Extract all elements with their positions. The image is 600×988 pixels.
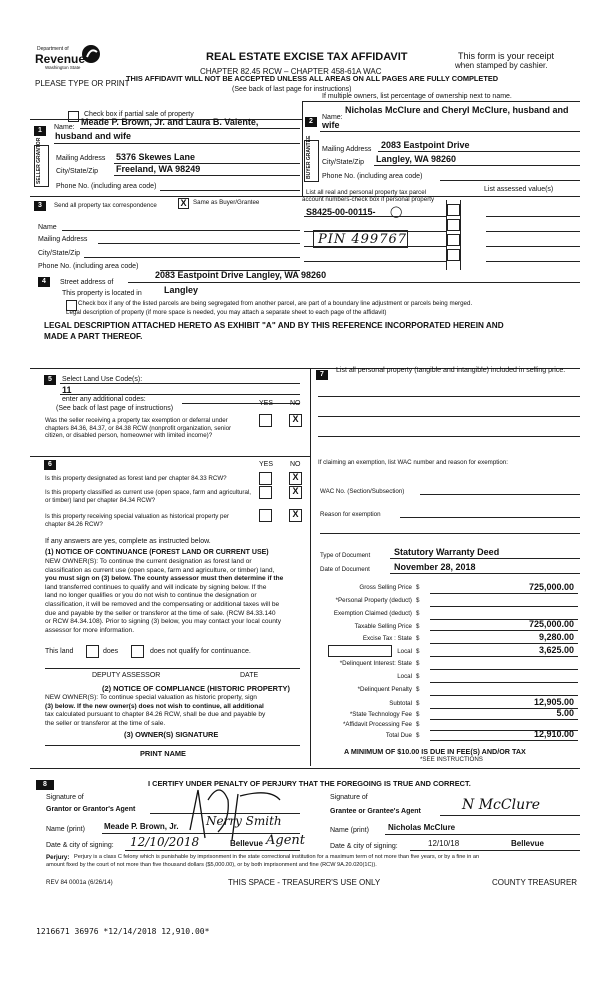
local-dollar: $ — [416, 648, 420, 655]
agency-line3: Washington State — [45, 65, 81, 70]
located-label: This property is located in — [62, 290, 142, 297]
partial-sale-label: Check box if partial sale of property — [84, 111, 194, 118]
total-value[interactable]: 12,910.00 — [533, 729, 574, 739]
section-number-1: 1 — [34, 126, 46, 136]
additional-codes-label: enter any additional codes: — [62, 396, 146, 403]
subtotal-label: Subtotal — [389, 700, 412, 707]
current-use-question: Is this property classified as current use (open space, farm and agricultural, or timber) land per chapter 84.34 RCW? — [45, 489, 252, 504]
current-use-no-checkbox[interactable]: X — [289, 486, 302, 499]
excise-state-label: Excise Tax : State — [362, 635, 412, 642]
does-not-checkbox[interactable] — [131, 645, 144, 658]
see-instructions-note: *SEE INSTRUCTIONS — [420, 756, 483, 763]
s6-no-header: NO — [290, 461, 301, 468]
exemption-claim-label: If claiming an exemption, list WAC number and reason for exemption: — [318, 459, 508, 466]
seller-name-label: Name: — [54, 124, 75, 131]
local2-label: Local — [397, 673, 412, 680]
land-use-label: Select Land Use Code(s): — [62, 376, 143, 383]
grantor-signature-label: Signature of — [46, 794, 84, 801]
same-as-buyer-label: Same as Buyer/Grantee — [193, 199, 260, 206]
local-value[interactable]: 3,625.00 — [538, 645, 574, 655]
doc-date[interactable]: November 28, 2018 — [394, 562, 476, 572]
parcel-1[interactable]: S8425-00-00115- — [306, 207, 376, 217]
partial-sale-checkbox[interactable] — [68, 111, 79, 122]
delinquent-interest-label: *Delinquent Interest: State — [339, 660, 412, 667]
grantee-date-label: Date & city of signing: — [330, 843, 398, 850]
grantor-agent-label: Grantor or Grantor's Agent — [46, 806, 136, 813]
land-use-see-back: (See back of last page of instructions) — [56, 405, 174, 412]
grantor-agent-note: Agent — [266, 833, 305, 848]
street-label: Street address of — [60, 279, 114, 286]
same-as-buyer-checkbox[interactable]: X — [178, 198, 189, 209]
buyer-mailing[interactable]: 2083 Eastpoint Drive — [381, 140, 470, 150]
buyer-name-line2[interactable]: wife — [322, 120, 340, 130]
grantor-name-label: Name (print) — [46, 826, 85, 833]
notice1-line: classification as current use (open space, farm and agriculture, or timber) land, — [45, 566, 275, 574]
seller-city[interactable]: Freeland, WA 98249 — [116, 164, 201, 174]
doc-type-label: Type of Document — [320, 552, 371, 559]
grantor-agent-signature: Nerry Smith — [206, 814, 282, 828]
historic-question: Is this property receiving special valuation as historical property per chapter 84.26 RCW? — [45, 513, 229, 528]
print-name-label: PRINT NAME — [140, 749, 186, 758]
perjury-text-2: amount fixed by the court of not more than five thousand dollars ($5,000.00), or by both imprisonment and fine (RCW 9A.20.020(1C)). — [46, 862, 377, 868]
forest-question: Is this property designated as forest land per chapter 84.33 RCW? — [45, 475, 227, 482]
county-treasurer: COUNTY TREASURER — [492, 878, 578, 887]
section-number-5: 5 — [44, 375, 56, 385]
delinquent-interest-dollar: $ — [416, 660, 420, 667]
parcel-personal-checkbox-3[interactable] — [447, 234, 460, 246]
notice1-title: (1) NOTICE OF CONTINUANCE (FOREST LAND OR CURRENT USE) — [45, 549, 269, 556]
grantee-city[interactable]: Bellevue — [511, 839, 544, 848]
notice1-line: due and payable by the seller or transferor at the time of sale. (RCW 84.33.140 — [45, 609, 276, 617]
parcels-label-1: List all real and personal property tax parcel — [306, 189, 427, 196]
delinquent-penalty-dollar: $ — [416, 686, 420, 693]
legal-desc-label: Legal description of property (if more space is needed, you may attach a separate sheet to each page of the affidavit) — [66, 309, 387, 316]
located-value[interactable]: Langley — [164, 285, 199, 295]
multiple-owners-note: If multiple owners, list percentage of ownership next to name. — [322, 93, 512, 100]
corr-city-label: City/State/Zip — [38, 250, 81, 257]
exemption-question: Was the seller receiving a property tax exemption or deferral under chapters 84.36, 84.37, or 84.38 RCW (nonprofit organization, senior citizen, or disabled person, homeowner with limited income)? — [45, 417, 232, 440]
please-type: PLEASE TYPE OR PRINT — [35, 79, 130, 88]
notice2-line: NEW OWNER(S): To continue special valuation as historic property, sign — [45, 694, 257, 701]
seller-side-label-box — [34, 137, 49, 187]
parcels-label-2: account numbers-check box if personal property — [302, 196, 435, 203]
buyer-side-label: BUYER GRANTEE — [306, 135, 312, 179]
doc-date-label: Date of Document — [320, 566, 370, 573]
receipt-note-2: when stamped by cashier. — [455, 61, 548, 70]
total-label: Total Due — [385, 732, 412, 739]
delinquent-penalty-label: *Delinquent Penalty — [357, 686, 412, 693]
perjury-text-1: Perjury is a class C felony which is punishable by imprisonment in the state correctional institution for a maximum term of not more than five years, or by a fine in an — [74, 854, 480, 860]
buyer-mailing-label: Mailing Address — [322, 146, 372, 153]
notice1-line: or RCW 84.34.108). Prior to signing (3) below, you may contact your local county — [45, 618, 282, 626]
personal-dollar: $ — [416, 597, 420, 604]
notice2-line: the seller or transferor at the time of sale. — [45, 719, 166, 727]
agency-name: Revenue — [35, 52, 86, 66]
parcel-1-handwritten-mark: ◯ — [390, 205, 403, 218]
reason-label: Reason for exemption — [320, 511, 381, 518]
does-not-label: does not qualify for continuance. — [150, 648, 251, 655]
assessed-label: List assessed value(s) — [484, 186, 554, 193]
seller-side-label: SELLER GRANTOR — [36, 137, 42, 184]
notice1-line: NEW OWNER(S): To continue the current designation as forest land or — [45, 558, 252, 565]
tech-fee-label: *State Technology Fee — [349, 711, 412, 718]
segregated-label: Check box if any of the listed parcels are being segregated from another parcel, are part of a boundary line adjustment or parcels being merged. — [78, 300, 473, 307]
seller-mailing-label: Mailing Address — [56, 155, 106, 162]
seller-mailing[interactable]: 5376 Skewes Lane — [116, 152, 196, 162]
personal-property-deduct-label: *Personal Property (deduct) — [335, 597, 412, 604]
s5-no-header: NO — [290, 400, 301, 407]
grantee-name-label: Name (print) — [330, 827, 369, 834]
taxable-value[interactable]: 725,000.00 — [528, 619, 574, 629]
affidavit-fee-dollar: $ — [416, 721, 420, 728]
grantee-signature: N McClure — [462, 797, 541, 813]
seller-phone-label: Phone No. (including area code) — [56, 183, 157, 190]
correspondence-label: Send all property tax correspondence — [54, 202, 157, 209]
notice2-line: tax calculated pursuant to chapter 84.26 RCW, shall be due and payable by — [45, 711, 266, 719]
s5-yes-header: YES — [259, 400, 274, 407]
does-label: does — [103, 648, 119, 655]
notice2-title: (2) NOTICE OF COMPLIANCE (HISTORIC PROPERTY) — [102, 684, 290, 693]
subtotal-dollar: $ — [416, 700, 420, 707]
grantor-name[interactable]: Meade P. Brown, Jr. — [104, 822, 179, 831]
total-dollar: $ — [416, 732, 420, 739]
buyer-name-label: Name: — [322, 114, 343, 121]
buyer-side-label-box — [304, 135, 319, 182]
street-address[interactable]: 2083 Eastpoint Drive Langley, WA 98260 — [155, 270, 327, 280]
receipt-stamp: 1216671 36976 *12/14/2018 12,910.00* — [36, 927, 210, 936]
form-revision: REV 84 0001a (6/26/14) — [46, 879, 113, 886]
deputy-assessor-label: DEPUTY ASSESSOR — [92, 672, 161, 679]
see-back-note: (See back of last page for instructions) — [232, 86, 352, 93]
if-yes-note: If any answers are yes, complete as instructed below. — [45, 538, 211, 545]
notice2-line: (3) below. If the new owner(s) does not wish to continue, all additional — [45, 702, 264, 710]
grantor-date-label: Date & city of signing: — [46, 842, 114, 849]
section-number-4: 4 — [38, 277, 50, 287]
agency-line1: Department of — [37, 46, 69, 52]
corr-name-label: Name — [38, 224, 57, 231]
notice1-line: assessor for more information. — [45, 626, 135, 634]
parcel-personal-checkbox-1[interactable] — [447, 204, 460, 216]
buyer-city[interactable]: Langley, WA 98260 — [376, 154, 457, 164]
treasurer-only: THIS SPACE - TREASURER'S USE ONLY — [228, 878, 381, 887]
current-use-yes-checkbox[interactable] — [259, 486, 272, 499]
notice1-line: land transferred continues to qualify and will indicate by signing below. If the — [45, 583, 267, 591]
taxable-dollar: $ — [416, 623, 420, 630]
notice1-line: classification, it will be removed and the compensating or additional taxes will be — [45, 600, 280, 608]
s6-yes-header: YES — [259, 461, 274, 468]
seller-name-line2[interactable]: husband and wife — [55, 131, 132, 141]
chapter-ref: CHAPTER 82.45 RCW – CHAPTER 458-61A WAC — [200, 67, 382, 76]
this-land-label: This land — [45, 648, 74, 655]
section-number-7: 7 — [316, 370, 328, 380]
subtotal-value[interactable]: 12,905.00 — [533, 697, 574, 707]
certify-statement: I CERTIFY UNDER PENALTY OF PERJURY THAT THE FOREGOING IS TRUE AND CORRECT. — [148, 779, 471, 788]
buyer-phone-label: Phone No. (including area code) — [322, 173, 423, 180]
historic-yes-checkbox[interactable] — [259, 509, 272, 522]
notice1-line: you must sign on (3) below. The county assessor must then determine if the — [45, 575, 284, 583]
buyer-city-label: City/State/Zip — [322, 159, 365, 166]
land-use-code[interactable]: 11 — [62, 385, 72, 395]
gross-dollar: $ — [416, 584, 420, 591]
section-number-6: 6 — [44, 460, 56, 470]
perjury-label: Perjury: — [46, 854, 70, 861]
grantor-date[interactable]: 12/10/2018 — [130, 835, 200, 849]
warning-text: THIS AFFIDAVIT WILL NOT BE ACCEPTED UNLESS ALL AREAS ON ALL PAGES ARE FULLY COMPLETED — [126, 74, 499, 83]
affidavit-fee-label: *Affidavit Processing Fee — [342, 721, 412, 728]
grantor-city[interactable]: Bellevue — [230, 839, 263, 848]
exemption-claimed-dollar: $ — [416, 610, 420, 617]
owner-signature-label: (3) OWNER(S) SIGNATURE — [124, 730, 219, 739]
section-number-8: 8 — [36, 780, 54, 790]
deputy-date-label: DATE — [240, 672, 259, 679]
parcel-personal-checkbox-4[interactable] — [447, 249, 460, 261]
corr-mailing-label: Mailing Address — [38, 236, 88, 243]
page-title: REAL ESTATE EXCISE TAX AFFIDAVIT — [206, 51, 408, 63]
exemption-no-checkbox[interactable]: X — [289, 414, 302, 427]
gross-value[interactable]: 725,000.00 — [528, 582, 574, 592]
historic-no-checkbox[interactable]: X — [289, 509, 302, 522]
section-number-3: 3 — [34, 201, 46, 211]
revenue-logo — [35, 44, 105, 76]
grantee-agent-label: Grantee or Grantee's Agent — [330, 808, 421, 815]
exemption-yes-checkbox[interactable] — [259, 414, 272, 427]
parcel-personal-checkbox-2[interactable] — [447, 219, 460, 231]
legal-attached-2[interactable]: MADE A PART THEREOF. — [44, 332, 143, 341]
handwritten-pin: PIN 499767 — [318, 232, 408, 247]
excise-state-dollar: $ — [416, 635, 420, 642]
local2-dollar: $ — [416, 673, 420, 680]
excise-state-value[interactable]: 9,280.00 — [538, 632, 574, 642]
local-label: Local — [397, 648, 412, 655]
notice1-body — [45, 558, 307, 635]
exemption-claimed-label: Exemption Claimed (deduct) — [333, 610, 412, 617]
grantee-name[interactable]: Nicholas McClure — [388, 823, 456, 832]
gross-label: Gross Selling Price — [359, 584, 412, 591]
notice2-body — [45, 694, 307, 728]
minimum-fee-note: A MINIMUM OF $10.00 IS DUE IN FEE(S) AND/OR TAX — [344, 747, 526, 756]
forest-yes-checkbox[interactable] — [259, 472, 272, 485]
buyer-name-line1[interactable]: Nicholas McClure and Cheryl McClure, husband and — [345, 105, 569, 115]
does-checkbox[interactable] — [86, 645, 99, 658]
wac-label: WAC No. (Section/Subsection) — [320, 488, 405, 495]
doc-type[interactable]: Statutory Warranty Deed — [394, 547, 500, 557]
tech-fee-dollar: $ — [416, 711, 420, 718]
receipt-note-1: This form is your receipt — [458, 51, 555, 61]
personal-property-label: List all personal property (tangible and intangible) included in selling price. — [336, 367, 566, 374]
seller-city-label: City/State/Zip — [56, 168, 99, 175]
grantee-date[interactable]: 12/10/18 — [428, 839, 460, 848]
notice1-line: land no longer qualifies or you do not wish to continue the designation or — [45, 592, 257, 600]
taxable-label: Taxable Selling Price — [354, 623, 412, 630]
legal-attached-1[interactable]: LEGAL DESCRIPTION ATTACHED HERETO AS EXHIBIT "A" AND BY THIS REFERENCE INCORPORATED HEREIN AND — [44, 321, 504, 330]
grantee-signature-label: Signature of — [330, 794, 368, 801]
corr-phone-label: Phone No. (including area code) — [38, 263, 139, 270]
tech-fee-value[interactable]: 5.00 — [556, 708, 574, 718]
forest-no-checkbox[interactable]: X — [289, 472, 302, 485]
section-number-2: 2 — [305, 117, 317, 127]
seller-name-line1[interactable]: Meade P. Brown, Jr. and Laura B. Valente, — [81, 117, 259, 127]
